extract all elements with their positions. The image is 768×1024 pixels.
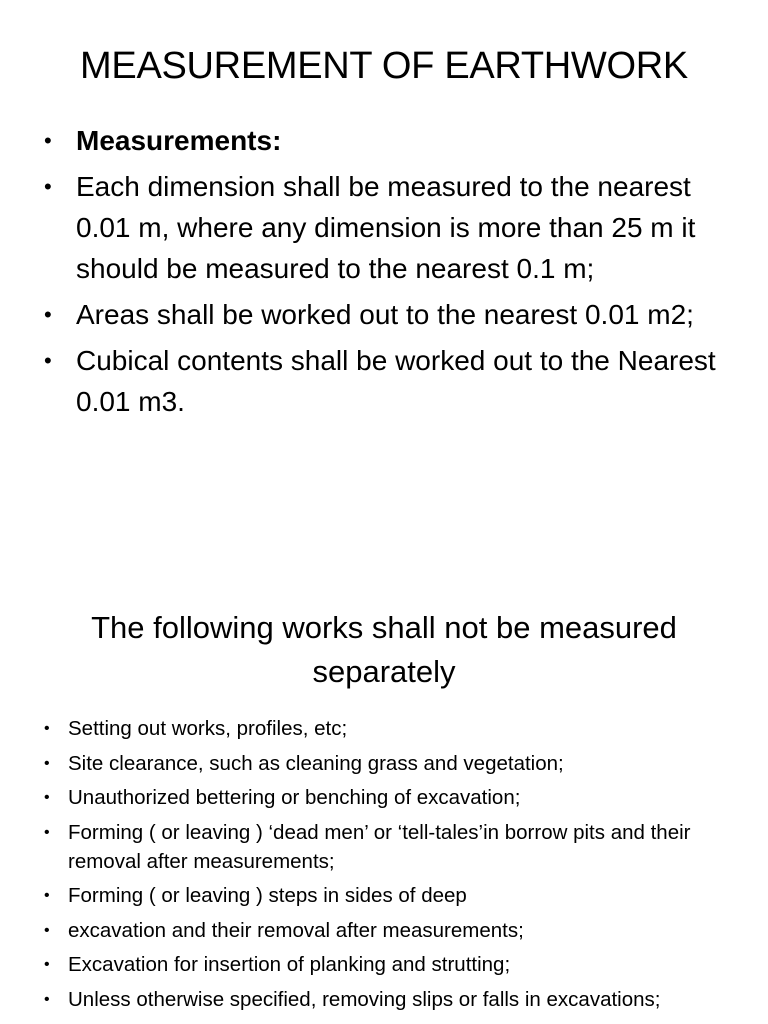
bullet-icon: • [44,754,50,772]
main-bullet-text: Cubical contents shall be worked out to the Nearest 0.01 m3. [76,345,716,417]
main-bullet-item [44,340,734,422]
sub-bullet-text: excavation and their removal after measurements; [68,918,524,942]
sub-bullet-text: Forming ( or leaving ) steps in sides of deep [68,884,467,907]
bullet-icon: • [44,956,50,973]
sub-bullet-text: Forming ( or leaving ) ‘dead men’ or ‘tell-tales’in borrow pits and their removal after measurements; [68,820,691,873]
main-bullet-list [44,120,734,427]
main-bullet-text: Measurements: [76,125,282,156]
sub-bullet-item [44,818,734,876]
sub-bullet-list [44,714,734,1019]
main-bullet-text: Areas shall be worked out to the nearest 0.01 m2; [76,299,694,330]
sub-bullet-item [44,714,734,743]
sub-bullet-text: Excavation for insertion of planking and strutting; [68,953,511,976]
bullet-icon: • [44,887,50,904]
sub-bullet-text: Unless otherwise specified, removing slips or falls in excavations; [68,987,661,1011]
bullet-icon: • [44,789,50,806]
sub-bullet-item [44,783,734,812]
slide-title: MEASUREMENT OF EARTHWORK [80,45,688,87]
sub-bullet-text: Unauthorized bettering or benching of excavation; [68,786,521,809]
main-bullet-text: Each dimension shall be measured to the nearest 0.01 m, where any dimension is more than 25 m it should be measured to the nearest 0.1 m; [76,171,696,284]
bullet-icon: • [44,128,52,153]
main-bullet-item [44,120,734,161]
bullet-icon: • [44,921,50,939]
bullet-icon: • [44,823,50,841]
main-bullet-item [44,294,734,335]
bullet-icon: • [44,720,50,737]
sub-bullet-item [44,985,734,1014]
sub-bullet-text: Site clearance, such as cleaning grass and vegetation; [68,751,564,775]
main-bullet-item [44,166,734,289]
bullet-icon: • [44,174,52,199]
sub-bullet-item [44,749,734,778]
bullet-icon: • [44,302,52,327]
sub-bullet-item [44,950,734,979]
section-subtitle: The following works shall not be measured separately [91,610,677,689]
bullet-icon: • [44,348,52,373]
sub-bullet-item [44,916,734,945]
sub-bullet-text: Setting out works, profiles, etc; [68,717,348,740]
bullet-icon: • [44,990,50,1008]
sub-bullet-item [44,881,734,910]
